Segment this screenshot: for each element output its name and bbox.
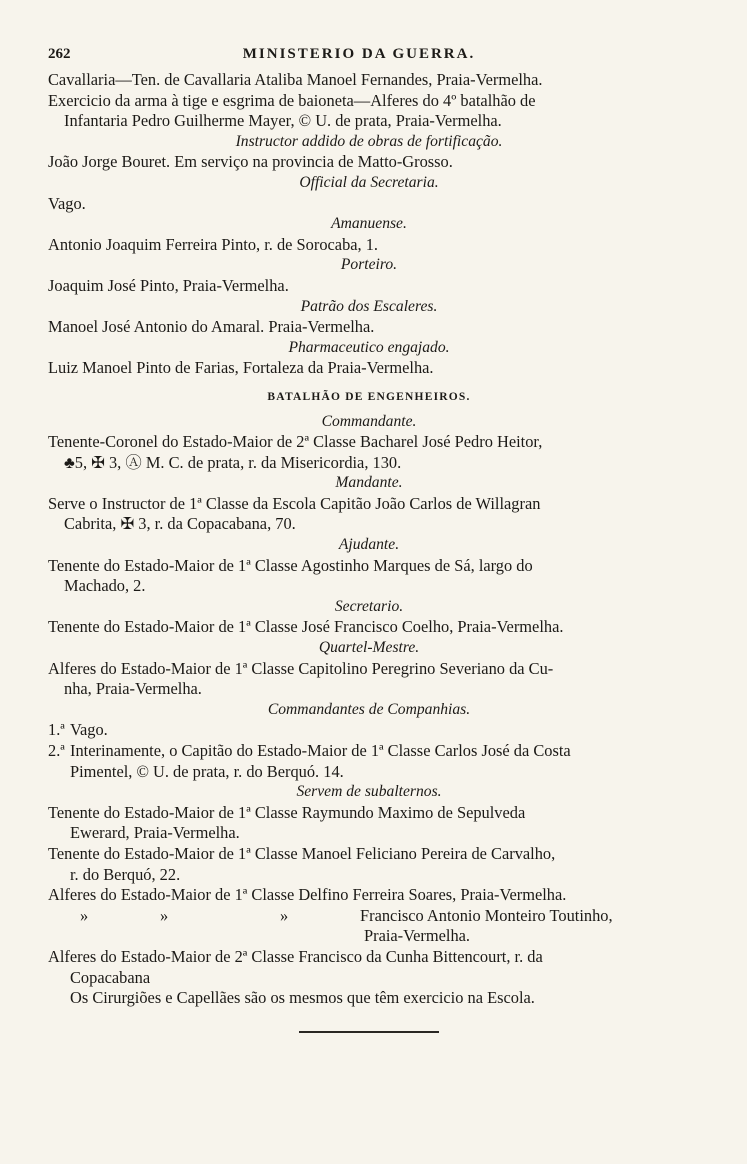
companhia-2-line1: Interinamente, o Capitão do Estado-Maior de 1ª Classe Carlos José da Costa (70, 741, 571, 760)
mandante-line2: Cabrita, ✠ 3, r. da Copacabana, 70. (64, 514, 296, 534)
official-name: Vago. (48, 193, 86, 213)
section-title-batalhao: BATALHÃO DE ENGENHEIROS. (267, 390, 471, 403)
subalterno-1-line1: Tenente do Estado-Maior de 1ª Classe Raymundo Maximo de Sepulveda (48, 802, 526, 822)
subalterno-1-line2: Ewerard, Praia-Vermelha. (70, 823, 240, 843)
companhia-2-line2: Pimentel, © U. de prata, r. do Berquó. 14. (70, 761, 344, 781)
closing-rule (299, 1031, 439, 1033)
amanuense-name: Antonio Joaquim Ferreira Pinto, r. de Sorocaba, 1. (48, 234, 379, 254)
mandante-line1: Serve o Instructor de 1ª Classe da Escola Capitão João Carlos de Willagran (48, 493, 541, 513)
subalterno-5-line1: Alferes do Estado-Maior de 2ª Classe Francisco da Cunha Bittencourt, r. da (48, 946, 543, 966)
companhia-1-number: 1.ª (48, 720, 65, 740)
subalterno-5-line2: Copacabana (70, 967, 151, 987)
heading-amanuense: Amanuense. (331, 215, 407, 233)
quartel-mestre-line2: nha, Praia-Vermelha. (64, 679, 202, 699)
heading-mandante: Mandante. (335, 474, 403, 492)
patrao-name: Manoel José Antonio do Amaral. Praia-Vermelha. (48, 317, 375, 337)
instructor-name: João Jorge Bouret. Em serviço na provincia de Matto-Grosso. (48, 152, 453, 172)
heading-commandante: Commandante. (321, 412, 417, 430)
cavallaria-entry: Cavallaria—Ten. de Cavallaria Ataliba Manoel Fernandes, Praia-Vermelha. (48, 70, 543, 89)
pharmaceutico-name: Luiz Manoel Pinto de Farias, Fortaleza da Praia-Vermelha. (48, 358, 434, 378)
exercicio-entry-line2: Infantaria Pedro Guilherme Mayer, © U. de prata, Praia-Vermelha. (64, 111, 502, 131)
page-number: 262 (48, 46, 71, 62)
subalterno-4-line1: Francisco Antonio Monteiro Toutinho, (360, 905, 613, 925)
subalterno-3: Alferes do Estado-Maior de 1ª Classe Delfino Ferreira Soares, Praia-Vermelha. (48, 885, 567, 905)
heading-subalternos: Servem de subalternos. (296, 783, 442, 801)
ajudante-line2: Machado, 2. (64, 576, 146, 596)
heading-patrao: Patrão dos Escaleres. (300, 297, 438, 315)
heading-porteiro: Porteiro. (340, 256, 398, 274)
companhia-2-number: 2.ª (48, 741, 65, 760)
commandante-line1: Tenente-Coronel do Estado-Maior de 2ª Classe Bacharel José Pedro Heitor, (48, 432, 543, 452)
ditto-mark: » (280, 905, 289, 925)
heading-quartel-mestre: Quartel-Mestre. (318, 639, 420, 657)
subalterno-4-row (48, 906, 690, 927)
quartel-mestre-line1: Alferes do Estado-Maior de 1ª Classe Capitolino Peregrino Severiano da Cu- (48, 658, 554, 678)
commandante-line2: ♣5, ✠ 3, Ⓐ M. C. de prata, r. da Misericordia, 130. (64, 452, 402, 472)
page-header (48, 44, 690, 70)
subalterno-4-line2: Praia-Vermelha. (364, 926, 471, 946)
heading-official: Official da Secretaria. (299, 173, 439, 191)
heading-instructor: Instructor addido de obras de fortificação. (235, 132, 503, 150)
companhia-1-text: Vago. (70, 720, 108, 740)
closing-note: Os Cirurgiões e Capellães são os mesmos que têm exercicio na Escola. (70, 988, 535, 1008)
ajudante-line1: Tenente do Estado-Maior de 1ª Classe Agostinho Marques de Sá, largo do (48, 555, 533, 575)
ditto-mark: » (80, 905, 89, 925)
subalterno-2-line1: Tenente do Estado-Maior de 1ª Classe Manoel Feliciano Pereira de Carvalho, (48, 843, 556, 863)
heading-ajudante: Ajudante. (338, 536, 400, 554)
running-title: MINISTERIO DA GUERRA. (242, 46, 476, 62)
porteiro-name: Joaquim José Pinto, Praia-Vermelha. (48, 275, 289, 295)
heading-companhias: Commandantes de Companhias. (267, 700, 471, 718)
companhia-2 (48, 741, 690, 762)
document-page (48, 44, 690, 1033)
exercicio-entry-line1: Exercicio da arma à tige e esgrima de baioneta—Alferes do 4º batalhão de (48, 90, 536, 110)
subalterno-2-line2: r. do Berquó, 22. (70, 864, 181, 884)
ditto-mark: » (160, 905, 169, 925)
companhia-1 (48, 720, 690, 741)
heading-secretario: Secretario. (334, 597, 404, 615)
secretario-name: Tenente do Estado-Maior de 1ª Classe José Francisco Coelho, Praia-Vermelha. (48, 617, 564, 637)
heading-pharmaceutico: Pharmaceutico engajado. (288, 338, 450, 356)
